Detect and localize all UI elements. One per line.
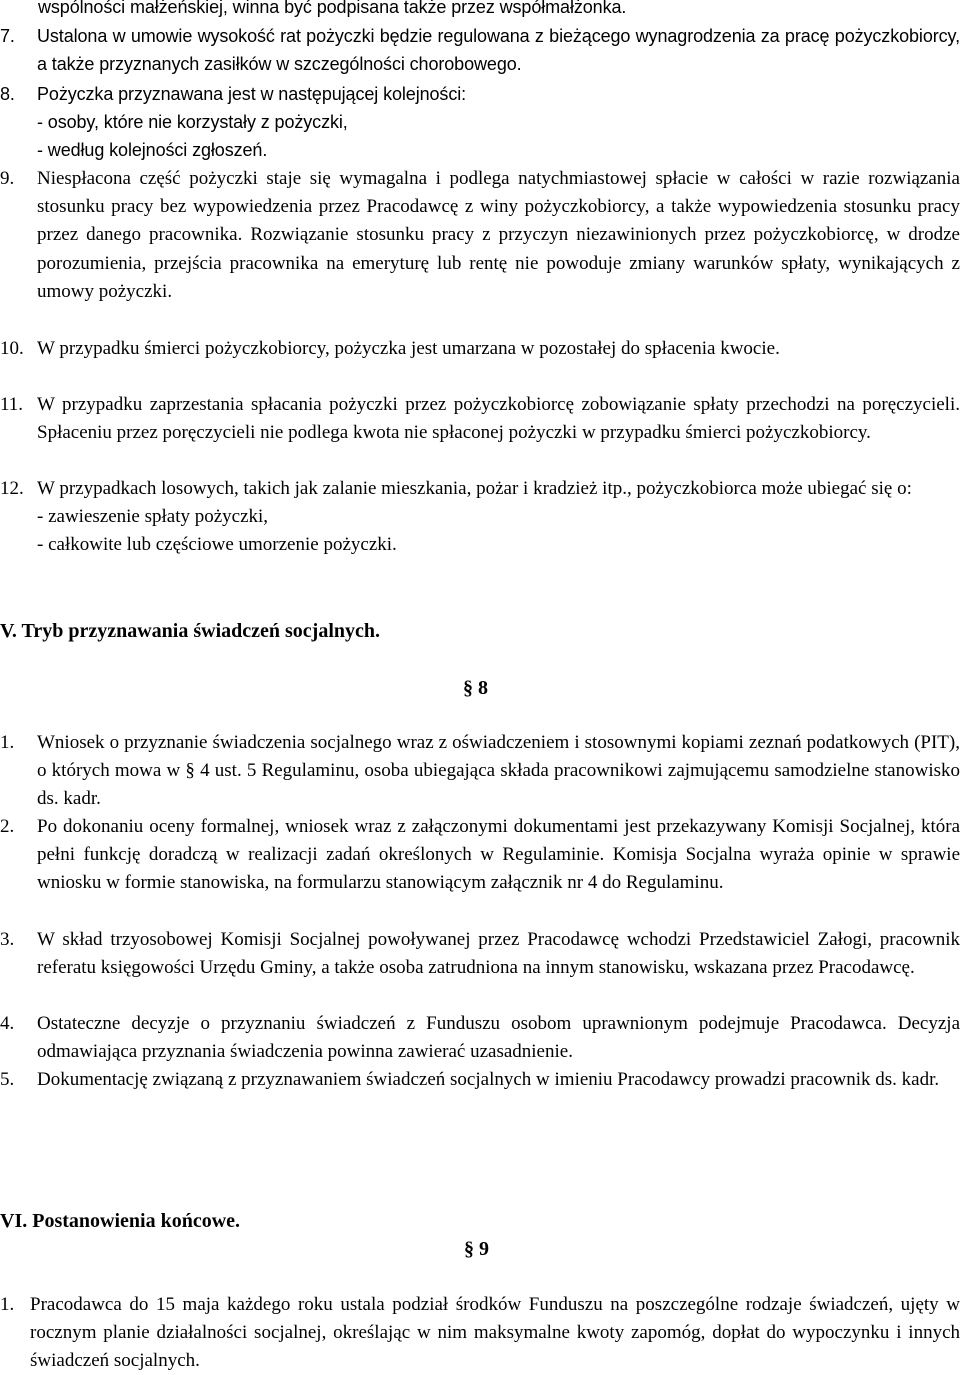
continuation-text: wspólności małżeńskiej, winna być podpisana także przez współmałżonka.: [38, 0, 627, 17]
item-text: W przypadku zaprzestania spłacania pożyczki przez pożyczkobiorcę zobowiązanie spłaty przechodzi na poręczycieli. Spłaceniu przez poręczycieli nie podlega kwota nie spłaconej pożyczki w przypadku śmierci pożyczkobiorcy.: [37, 394, 960, 444]
item-text: Pracodawca do 15 maja każdego roku ustala podział środków Funduszu na poszczególne rodzaje świadczeń, ujęty w rocznym planie działalności socjalnej, określając w nim maksymalne kwoty zapomóg, dopłat do wypoczynku i innych świadczeń socjalnych.: [30, 1294, 960, 1372]
dash-line: - według kolejności zgłoszeń.: [37, 140, 268, 161]
item-number: 2.: [0, 816, 15, 837]
list-item-12: [0, 475, 960, 560]
item-text: Pożyczka przyznawana jest w następującej kolejności:: [37, 84, 467, 104]
item-text: Ostateczne decyzje o przyznaniu świadczeń z Funduszu osobom uprawnionym podejmuje Pracodawca. Decyzja odmawiająca przyznania świadczenia powinna zawierać uzasadnienie.: [37, 1013, 960, 1063]
item-number: 3.: [0, 929, 15, 950]
list-item-9: [0, 165, 960, 306]
item-text: Po dokonaniu oceny formalnej, wniosek wraz z załączonymi dokumentami jest przekazywany Komisji Socjalnej, która pełni funkcję doradczą w realizacji zadań określonych w Regulaminie. Komisja Socjalna wyraża opinie w sprawie wniosku w formie stanowiska, na formularzu stanowiącym załącznik nr 4 do Regulaminu.: [37, 816, 960, 894]
item-number: 7.: [0, 26, 15, 46]
item-number: 1.: [0, 732, 15, 753]
item-text: Dokumentację związaną z przyznawaniem świadczeń socjalnych w imieniu Pracodawcy prowadzi pracownik ds. kadr.: [37, 1069, 940, 1090]
item-number: 8.: [0, 84, 15, 104]
paragraph-mark-9: § 9: [464, 1238, 489, 1260]
section-vi-item-1: [0, 1291, 960, 1375]
item-number: 1.: [0, 1294, 15, 1315]
list-item-10: [0, 335, 960, 363]
section-heading-v: V. Tryb przyznawania świadczeń socjalnych.: [0, 620, 381, 642]
section-v-item-2: [0, 813, 960, 898]
item-number: 10.: [0, 338, 24, 359]
list-item-7: [0, 22, 960, 78]
paragraph-mark-8: § 8: [463, 677, 488, 699]
item-number: 9.: [0, 168, 15, 189]
dash-line: - osoby, które nie korzystały z pożyczki,: [37, 112, 348, 133]
item-text: W przypadkach losowych, takich jak zalanie mieszkania, pożar i kradzież itp., pożyczkobiorca może ubiegać się o:: [37, 478, 912, 499]
list-item-8: [0, 80, 960, 165]
item-number: 12.: [0, 478, 24, 499]
item-text: Niespłacona część pożyczki staje się wymagalna i podlega natychmiastowej spłacie w całości w razie rozwiązania stosunku pracy bez wypowiedzenia przez Pracodawcę z winy pożyczkobiorcy, a także wypowiedzenia stosunku pracy przez danego pracownika. Rozwiązanie stosunku pracy z przyczyn niezawinionych przez pożyczkobiorcę, w drodze porozumienia, przejścia pracownika na emeryturę lub rentę nie powoduje zmiany warunków spłaty, wynikających z umowy pożyczki.: [37, 168, 960, 302]
item-number: 4.: [0, 1013, 15, 1034]
dash-line: - całkowite lub częściowe umorzenie pożyczki.: [37, 534, 397, 556]
section-v-item-3: [0, 926, 960, 982]
item-text: Ustalona w umowie wysokość rat pożyczki będzie regulowana z bieżącego wynagrodzenia za pracę pożyczkobiorcy, a także przyznanych zasiłków w szczególności chorobowego.: [37, 26, 960, 75]
section-v-item-1: [0, 729, 960, 814]
item-text: Wniosek o przyznanie świadczenia socjalnego wraz z oświadczeniem i stosownymi kopiami zeznań podatkowych (PIT), o których mowa w § 4 ust. 5 Regulaminu, osoba ubiegająca składa pracownikowi zajmującemu samodzielne stanowisko ds. kadr.: [37, 732, 960, 810]
item-text: W przypadku śmierci pożyczkobiorcy, pożyczka jest umarzana w pozostałej do spłacenia kwocie.: [37, 338, 780, 359]
section-v-item-5: [0, 1066, 960, 1094]
item-number: 11.: [0, 394, 24, 415]
list-item-11: [0, 391, 960, 447]
section-v-item-4: [0, 1010, 960, 1066]
item-number: 5.: [0, 1069, 15, 1090]
dash-line: - zawieszenie spłaty pożyczki,: [37, 506, 269, 528]
item-text: W skład trzyosobowej Komisji Socjalnej powoływanej przez Pracodawcę wchodzi Przedstawiciel Załogi, pracownik referatu księgowości Urzędu Gminy, a także osoba zatrudniona na innym stanowisku, wskazana przez Pracodawcę.: [37, 929, 960, 979]
section-heading-vi: VI. Postanowienia końcowe.: [0, 1210, 241, 1232]
